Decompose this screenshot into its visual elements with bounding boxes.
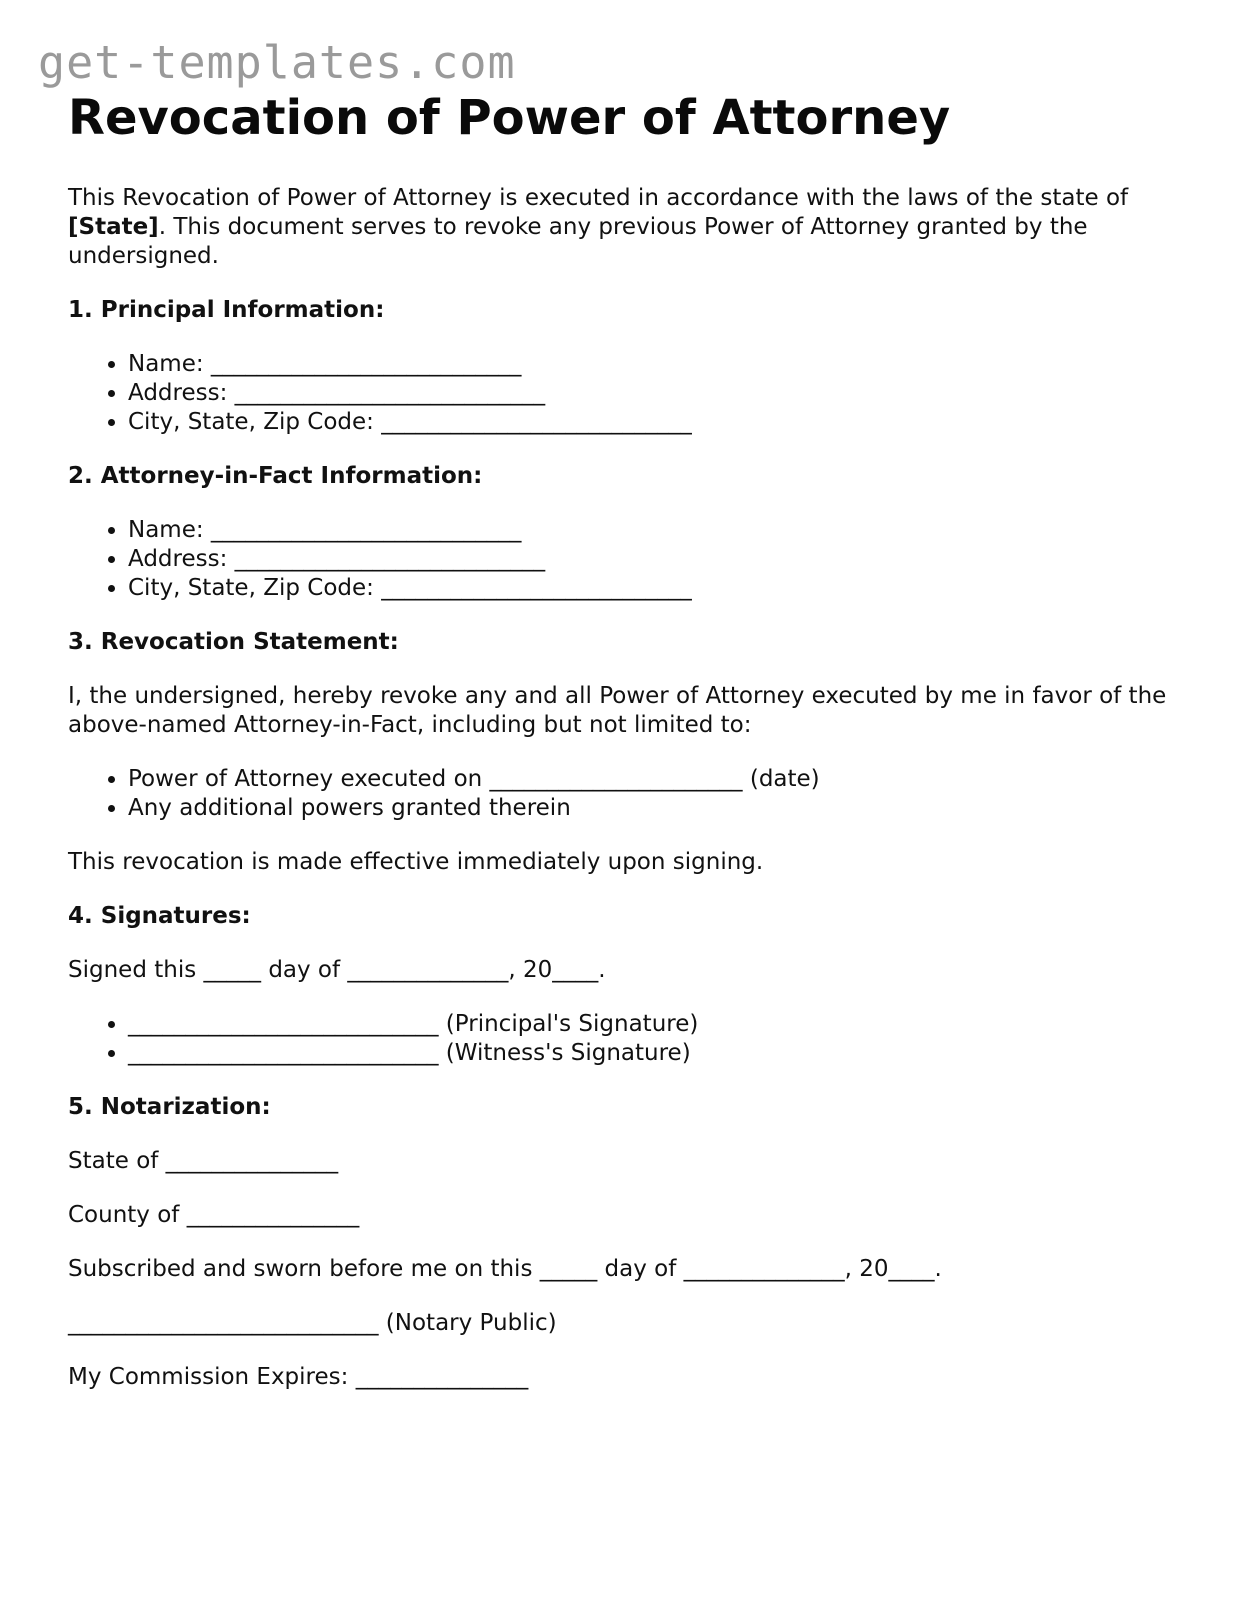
attorney-name-field: • Name: ___________________________ [128, 516, 1178, 545]
section-attorney-heading: 2. Attorney-in-Fact Information: [68, 463, 483, 489]
attorney-field-list [68, 516, 1178, 603]
notary-public-line: ___________________________ (Notary Public) [68, 1310, 557, 1336]
document-body [68, 88, 1178, 1392]
attorney-address-field: • Address: ___________________________ [128, 545, 1178, 574]
section-signatures-heading: 4. Signatures: [68, 903, 251, 929]
section-revocation-heading: 3. Revocation Statement: [68, 629, 399, 655]
revocation-statement: I, the undersigned, hereby revoke any and all Power of Attorney executed by me in favor of the above-named Attorney-in-Fact, including but not limited to: [68, 683, 1167, 738]
intro-text-1: This Revocation of Power of Attorney is executed in accordance with the laws of the state of [68, 185, 1129, 211]
attorney-city-field: • City, State, Zip Code: ___________________________ [128, 574, 1178, 603]
revocation-executed-date-item: • Power of Attorney executed on ______________________ (date) [128, 765, 1178, 794]
principal-address-field: • Address: ___________________________ [128, 379, 1178, 408]
state-placeholder: [State] [68, 214, 159, 240]
signed-date-line: Signed this _____ day of ______________, 20____. [68, 957, 606, 983]
watermark: get-templates.com [38, 36, 516, 89]
principal-name-field: • Name: ___________________________ [128, 350, 1178, 379]
intro-text-2: . This document serves to revoke any previous Power of Attorney granted by the undersigned. [68, 214, 1088, 269]
section-principal-heading: 1. Principal Information: [68, 297, 385, 323]
commission-expires-line: My Commission Expires: _______________ [68, 1364, 529, 1390]
revocation-additional-powers-item: • Any additional powers granted therein [128, 794, 1178, 823]
principal-signature-line: • ___________________________ (Principal's Signature) [128, 1010, 1178, 1039]
witness-signature-line: • ___________________________ (Witness's Signature) [128, 1039, 1178, 1068]
signature-line-list [68, 1010, 1178, 1068]
document-title: Revocation of Power of Attorney [68, 90, 951, 146]
notary-state-line: State of _______________ [68, 1148, 339, 1174]
revocation-item-list [68, 765, 1178, 823]
section-notarization-heading: 5. Notarization: [68, 1094, 271, 1120]
notary-county-line: County of _______________ [68, 1202, 360, 1228]
principal-field-list [68, 350, 1178, 437]
intro-paragraph [68, 184, 1178, 271]
revocation-effective-text: This revocation is made effective immediately upon signing. [68, 849, 764, 875]
principal-city-field: • City, State, Zip Code: ___________________________ [128, 408, 1178, 437]
notary-sworn-line: Subscribed and sworn before me on this _____ day of ______________, 20____. [68, 1256, 942, 1282]
